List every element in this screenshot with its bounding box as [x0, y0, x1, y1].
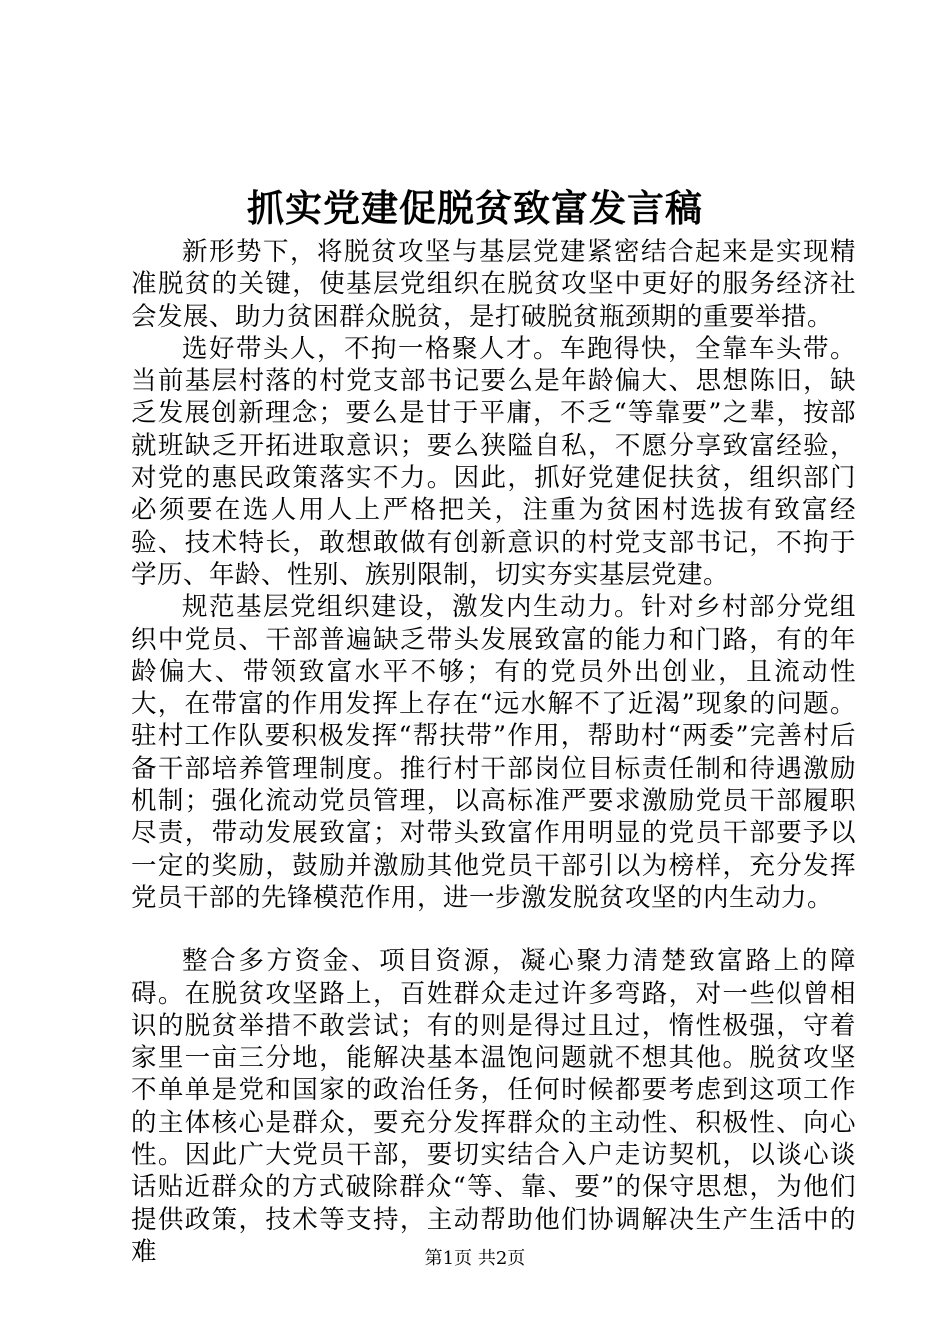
paragraph-intro: 新形势下，将脱贫攻坚与基层党建紧密结合起来是实现精准脱贫的关键，使基层党组织在脱贫攻坚中更好的服务经济社会发展、助力贫困群众脱贫，是打破脱贫瓶颈期的重要举措。 [131, 237, 856, 332]
document-body [131, 236, 856, 1268]
paragraph-integrate-resources: 整合多方资金、项目资源，凝心聚力清楚致富路上的障碍。在脱贫攻坚路上，百姓群众走过许多弯路，对一些似曾相识的脱贫举措不敢尝试；有的则是得过且过，惰性极强，守着家里一亩三分地，能解决基本温饱问题就不想其他。脱贫攻坚不单单是党和国家的政治任务，任何时候都要考虑到这项工作的主体核心是群众，要充分发挥群众的主动性、积极性、向心性。因此广大党员干部，要切实结合入户走访契机，以谈心谈话贴近群众的方式破除群众“等、靠、要”的保守思想，为他们提供政策，技术等支持，主动帮助他们协调解决生产生活中的难 [131, 946, 856, 1267]
paragraph-standardize-organization: 规范基层党组织建设，激发内生动力。针对乡村部分党组织中党员、干部普遍缺乏带头发展致富的能力和门路，有的年龄偏大、带领致富水平不够；有的党员外出创业，且流动性大，在带富的作用发挥上存在“远水解不了近渴”现象的问题。驻村工作队要积极发挥“帮扶带”作用，帮助村“两委”完善村后备干部培养管理制度。推行村干部岗位目标责任制和待遇激励机制；强化流动党员管理，以高标准严要求激励党员干部履职尽责，带动发展致富；对带头致富作用明显的党员干部要予以一定的奖励，鼓励并激励其他党员干部引以为榜样，充分发挥党员干部的先锋模范作用，进一步激发脱贫攻坚的内生动力。 [131, 592, 856, 913]
paragraph-select-leaders: 选好带头人，不拘一格聚人才。车跑得快，全靠车头带。当前基层村落的村党支部书记要么是年龄偏大、思想陈旧，缺乏发展创新理念；要么是甘于平庸，不乏“等靠要”之辈，按部就班缺乏开拓进取意识；要么狭隘自私，不愿分享致富经验，对党的惠民政策落实不力。因此，抓好党建促扶贫，组织部门必须要在选人用人上严格把关，注重为贫困村选拔有致富经验、技术特长，敢想敢做有创新意识的村党支部书记，不拘于学历、年龄、性别、族别限制，切实夯实基层党建。 [131, 333, 856, 590]
page-footer: 第1页 共2页 [424, 1248, 526, 1269]
document-title: 抓实党建促脱贫致富发言稿 [247, 186, 703, 230]
